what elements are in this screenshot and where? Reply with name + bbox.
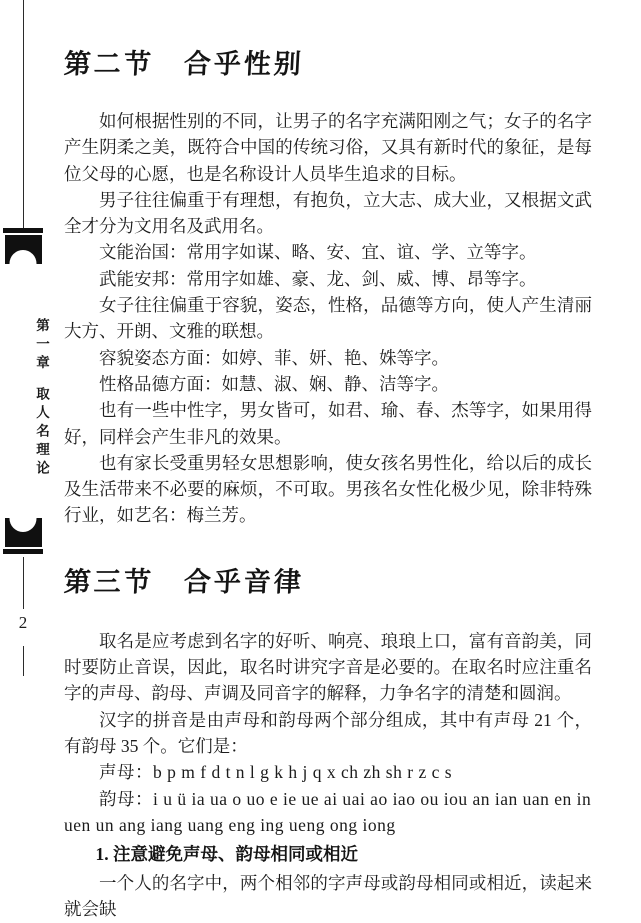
ornament-block (5, 518, 42, 547)
body-paragraph: 性格品德方面：如慧、淑、娴、静、洁等字。 (99, 373, 449, 394)
body-paragraph: 也有一些中性字，男女皆可，如君、瑜、春、杰等字，如果用得好，同样会产生非凡的效果。 (64, 400, 592, 447)
pinyin-finals-line: 韵母：i u ü ia ua o uo e ie ue ai uai ao iao ou iou an ian uan en in uen un ang iang uang eng ing ueng ong iong (64, 788, 592, 835)
body-paragraph: 女子往往偏重于容貌，姿态，性格，品德等方向，使人产生清丽大方、开朗、文雅的联想。 (64, 295, 592, 342)
chapter-label: 第一章 (34, 318, 49, 374)
chapter-tab-ornament-top (3, 228, 43, 264)
body-paragraph: 也有家长受重男轻女思想影响，使女孩名男性化，给以后的成长及生活带来不必要的麻烦，不可取。男孩名女性化极少见，除非特殊行业，如艺名：梅兰芳。 (64, 452, 592, 526)
body-paragraph: 汉字的拼音是由声母和韵母两个部分组成，其中有声母 21 个，有韵母 35 个。它们是： (64, 709, 592, 756)
subsection-heading: 1. 注意避免声母、韵母相同或相近 (95, 844, 358, 865)
body-paragraph: 武能安邦：常用字如雄、豪、龙、剑、威、博、昂等字。 (99, 268, 537, 289)
section-heading-phonology (63, 560, 593, 599)
section-title: 合乎性别 (183, 49, 305, 79)
section-number: 第二节 (63, 49, 155, 79)
margin-rule-top (23, 0, 24, 228)
margin-rule-bottom (23, 646, 24, 676)
body-paragraph: 文能治国：常用字如谋、略、安、宜、谊、学、立等字。 (99, 242, 537, 263)
body-paragraph: 一个人的名字中，两个相邻的字声母或韵母相同或相近，读起来就会缺 (64, 873, 592, 920)
body-paragraph: 容貌姿态方面：如婷、菲、妍、艳、姝等字。 (99, 347, 449, 368)
chapter-tab-ornament-bottom (3, 518, 43, 554)
page-content (64, 42, 592, 923)
body-paragraph: 男子往往偏重于有理想，有抱负，立大志、成大业，又根据文武全才分为文用名及武用名。 (64, 189, 592, 237)
section-heading-gender (63, 42, 593, 81)
chapter-title: 取人名理论 (34, 386, 49, 479)
chapter-vertical-title (30, 318, 52, 479)
ornament-block (5, 235, 42, 264)
ornament-arch-cutout (10, 250, 37, 264)
section-number: 第三节 (63, 566, 155, 597)
margin-rule-middle (23, 557, 24, 609)
ornament-bar (3, 549, 43, 554)
body-paragraph: 如何根据性别的不同，让男子的名字充满阳刚之气；女子的名字产生阴柔之美，既符合中国的传统习俗，又具有新时代的象征，是每位父母的心愿，也是名称设计人员毕生追求的目标。 (64, 111, 592, 184)
page-number: 2 (18, 613, 28, 632)
ornament-arch-cutout (10, 518, 37, 532)
body-paragraph: 取名是应考虑到名字的好听、响亮、琅琅上口，富有音韵美，同时要防止音误，因此，取名时讲究字音是必要的。在取名时应注重名字的声母、韵母、声调及同音字的解释，力争名字的清楚和圆润。 (64, 630, 592, 704)
section-title: 合乎音律 (183, 566, 305, 597)
pinyin-initials-line: 声母：b p m f d t n l g k h j q x ch zh sh r z c s (99, 762, 453, 783)
